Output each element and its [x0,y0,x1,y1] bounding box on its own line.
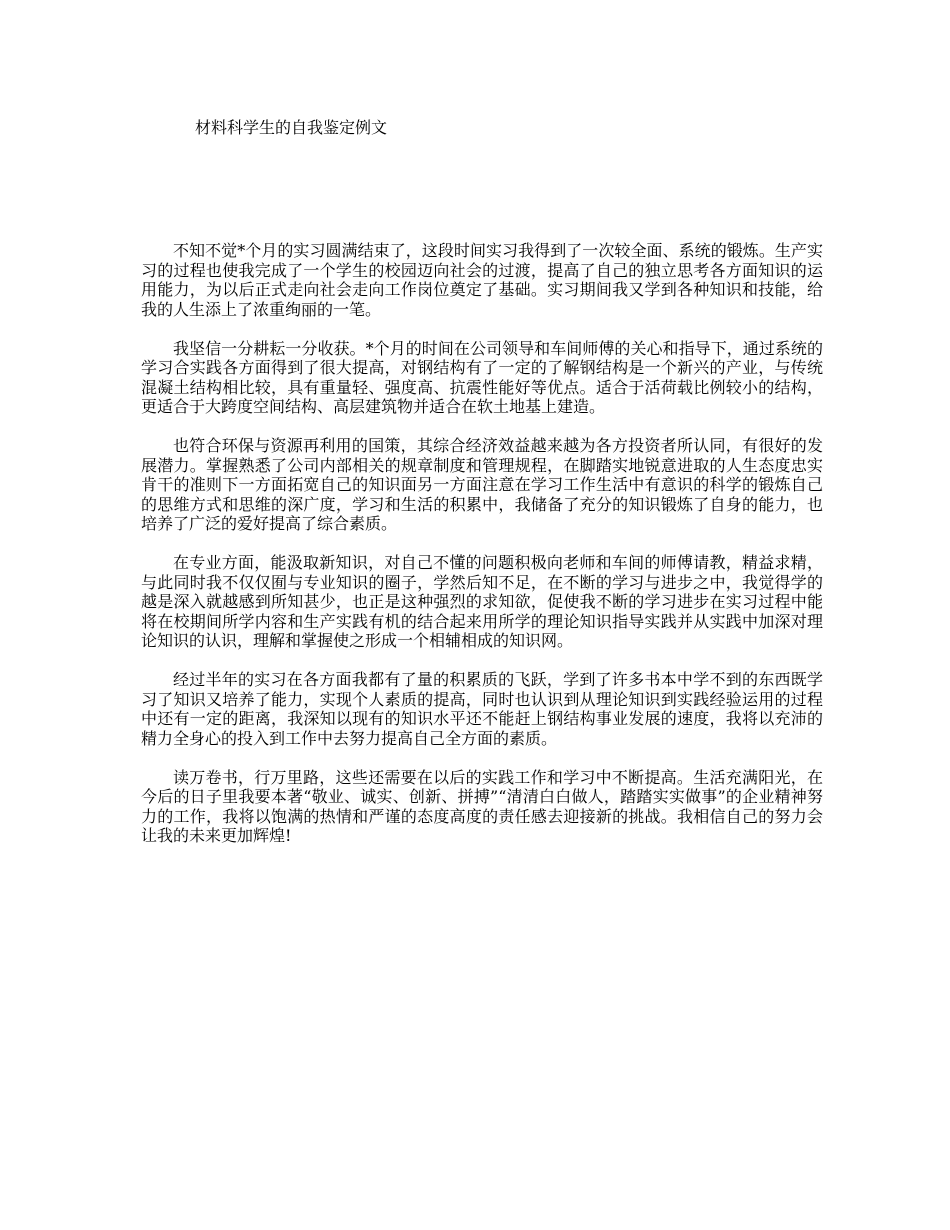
paragraph-1: 不知不觉*个月的实习圆满结束了，这段时间实习我得到了一次较全面、系统的锻炼。生产实习的过程也使我完成了一个学生的校园迈向社会的过渡，提高了自己的独立思考各方面知识的运用能力，为以后正式走向社会走向工作岗位奠定了基础。实习期间我又学到各种知识和技能，给我的人生添上了浓重绚丽的一笔。 [141,241,823,319]
paragraph-6: 读万卷书，行万里路，这些还需要在以后的实践工作和学习中不断提高。生活充满阳光，在今后的日子里我要本著“敬业、诚实、创新、拼搏”“清清白白做人，踏踏实实做事”的企业精神努力的工作，我将以饱满的热情和严谨的态度高度的责任感去迎接新的挑战。我相信自己的努力会让我的未来更加辉煌! [141,767,823,845]
paragraph-2: 我坚信一分耕耘一分收获。*个月的时间在公司领导和车间师傅的关心和指导下，通过系统的学习合实践各方面得到了很大提高，对钢结构有了一定的了解钢结构是一个新兴的产业，与传统混凝土结构相比较，具有重量轻、强度高、抗震性能好等优点。适合于活荷载比例较小的结构，更适合于大跨度空间结构、高层建筑物并适合在软土地基上建造。 [141,338,823,416]
document-title: 材料科学生的自我鉴定例文 [195,118,388,137]
document-body [141,241,823,865]
paragraph-5: 经过半年的实习在各方面我都有了量的积累质的飞跃，学到了许多书本中学不到的东西既学习了知识又培养了能力，实现个人素质的提高，同时也认识到从理论知识到实践经验运用的过程中还有一定的距离，我深知以现有的知识水平还不能赶上钢结构事业发展的速度，我将以充沛的精力全身心的投入到工作中去努力提高自己全方面的素质。 [141,670,823,748]
paragraph-4: 在专业方面，能汲取新知识，对自己不懂的问题积极向老师和车间的师傅请教，精益求精，与此同时我不仅仅囿与专业知识的圈子，学然后知不足，在不断的学习与进步之中，我觉得学的越是深入就越感到所知甚少，也正是这种强烈的求知欲，促使我不断的学习进步在实习过程中能将在校期间所学内容和生产实践有机的结合起来用所学的理论知识指导实践并从实践中加深对理论知识的认识，理解和掌握使之形成一个相辅相成的知识网。 [141,553,823,650]
paragraph-3: 也符合环保与资源再利用的国策，其综合经济效益越来越为各方投资者所认同，有很好的发展潜力。掌握熟悉了公司内部相关的规章制度和管理规程，在脚踏实地锐意进取的人生态度忠实肯干的准则下一方面拓宽自己的知识面另一方面注意在学习工作生活中有意识的科学的锻炼自己的思维方式和思维的深广度，学习和生活的积累中，我储备了充分的知识锻炼了自身的能力，也培养了广泛的爱好提高了综合素质。 [141,436,823,533]
